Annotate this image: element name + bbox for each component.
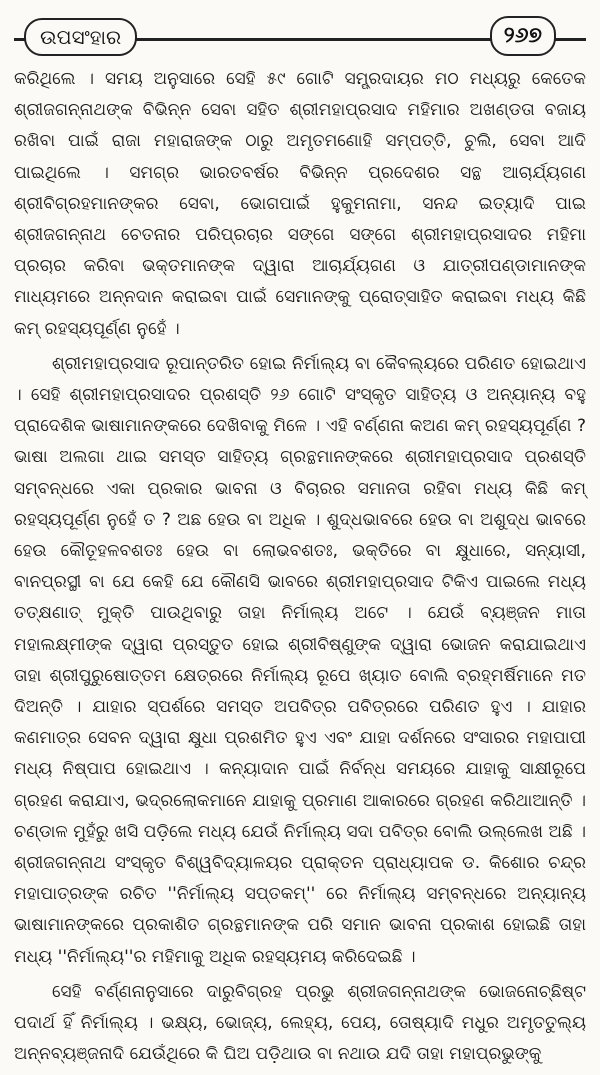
page-number: ୨୬୭ xyxy=(490,16,556,56)
page-header xyxy=(14,8,586,54)
paragraph-2: ଶ୍ରୀମହାପ୍ରସାଦ ରୂପାନ୍ତରିତ ହୋଇ ନିର୍ମାଲ୍ୟ ବା କୈବଲ୍ୟରେ ପରିଣତ ହୋଇଥାଏ । ସେହି ଶ୍ରୀମହାପ୍ରସାଦର ପ୍ରଶସ୍ତି ୨୬ ଗୋଟି ସଂସ୍କୃତ ସାହିତ୍ୟ ଓ ଅନ୍ୟାନ୍ୟ ବହୁ ପ୍ରାଦେଶିକ ଭାଷାମାନଙ୍କରେ ଦେଖିବାକୁ ମିଳେ । ଏହି ବର୍ଣ୍ଣନା କଅଣ କମ୍ ରହସ୍ୟପୂର୍ଣ୍ଣ ? ଭାଷା ଅଲଗା ଥାଇ ସମସ୍ତ ସାହିତ୍ୟ ଗ୍ରନ୍ଥମାନଙ୍କରେ ଶ୍ରୀମହାପ୍ରସାଦ ପ୍ରଶସ୍ତି ସମ୍ବନ୍ଧରେ ଏକା ପ୍ରକାର ଭାବନା ଓ ବିଚାରର ସମାନତା ରହିବା ମଧ୍ୟ କିଛି କମ୍ ରହସ୍ୟପୂର୍ଣ୍ଣ ନୁହେଁ ତ ? ଅଛ ହେଉ ବା ଅଧିକ । ଶୁଦ୍ଧଭାବରେ ହେଉ ବା ଅଶୁଦ୍ଧ ଭାବରେ ହେଉ କୌତୂହଳବଶତଃ ହେଉ ବା ଲୋଭବଶତଃ, ଭକ୍ତିରେ ବା କ୍ଷୁଧାରେ, ସନ୍ୟାସୀ, ବାନପ୍ରସ୍ଥୀ ବା ଯେ କେହି ଯେ କୌଣସି ଭାବରେ ଶ୍ରୀମହାପ୍ରସାଦ ଟିକିଏ ପାଇଲେ ମଧ୍ୟ ତତ୍‌କ୍ଷଣାତ୍ ମୁକ୍ତି ପାଉଥିବାରୁ ତାହା ନିର୍ମାଲ୍ୟ ଅଟେ । ଯେଉଁ ବ୍ୟଞ୍ଜନ ମାତା ମହାଲକ୍ଷ୍ମୀଙ୍କ ଦ୍ୱାରା ପ୍ରସ୍ତୁତ ହୋଇ ଶ୍ରୀବିଷ୍ଣୁଙ୍କ ଦ୍ୱାରା ଭୋଜନ କରାଯାଇଥାଏ ତାହା ଶ୍ରୀପୁରୁଷୋତ୍ତମ କ୍ଷେତ୍ରରେ ନିର୍ମାଲ୍ୟ ରୂପେ ଖ୍ୟାତ ବୋଲି ବ୍ରହ୍ମର୍ଷିମାନେ ମତ ଦିଅନ୍ତି । ଯାହାର ସ୍ପର୍ଶରେ ସମସ୍ତ ଅପବିତ୍ର ପବିତ୍ରରେ ପରିଣତ ହୁଏ । ଯାହାର କଣମାତ୍ର ସେବନ ଦ୍ୱାରା କ୍ଷୁଧା ପ୍ରଶମିତ ହୁଏ ଏବଂ ଯାହା ଦର୍ଶନରେ ସଂସାରର ମହାପାପୀ ମଧ୍ୟ ନିଷ୍ପାପ ହୋଇଥାଏ । କନ୍ୟାଦାନ ପାଇଁ ନିର୍ବନ୍ଧ ସମୟରେ ଯାହାକୁ ସାକ୍ଷୀରୂପେ ଗ୍ରହଣ କରାଯାଏ, ଭଦ୍ରଲୋକମାନେ ଯାହାକୁ ପ୍ରମାଣ ଆକାରରେ ଗ୍ରହଣ କରିଥାଆନ୍ତି । ଚଣ୍ଡାଳ ମୁହଁରୁ ଖସି ପଡ଼ିଲେ ମଧ୍ୟ ଯେଉଁ ନିର୍ମାଲ୍ୟ ସଦା ପବିତ୍ର ବୋଲି ଉଲ୍ଲେଖ ଅଛି । ଶ୍ରୀଜଗନ୍ନାଥ ସଂସ୍କୃତ ବିଶ୍ୱବିଦ୍ୟାଳୟର ପ୍ରାକ୍ତନ ପ୍ରାଧ୍ୟାପକ ଡ. କିଶୋର ଚନ୍ଦ୍ର ମହାପାତ୍ରଙ୍କ ରଚିତ ''ନିର୍ମାଲ୍ୟ ସପ୍ତକମ୍'' ରେ ନିର୍ମାଲ୍ୟ ସମ୍ବନ୍ଧରେ ଅନ୍ୟାନ୍ୟ ଭାଷାମାନଙ୍କରେ ପ୍ରକାଶିତ ଗ୍ରନ୍ଥମାନଙ୍କ ପରି ସମାନ ଭାବନା ପ୍ରକାଶ ହୋଇଛି ତାହା ମଧ୍ୟ ''ନିର୍ମାଲ୍ୟ''ର ମହିମାକୁ ଅଧିକ ରହସ୍ୟମୟ କରିଦେଇଛି । xyxy=(14,353,586,967)
paragraph-3: ସେହି ବର୍ଣ୍ଣନାନୁସାରେ ଦାରୁବିଗ୍ରହ ପ୍ରଭୁ ଶ୍ରୀଜଗନ୍ନାଥଙ୍କ ଭୋଜନୋଚ୍ଛିଷ୍ଟ ପଦାର୍ଥ ହିଁ ନିର୍ମାଲ୍ୟ । ଭକ୍ଷ୍ୟ, ଭୋଜ୍ୟ, ଲେହ୍ୟ, ପେୟ, ତୋଷ୍ୟାଦି ମଧୁର ଅମୃତତୁଲ୍ୟ ଅନ୍ନବ୍ୟଞ୍ଜନାଦି ଯେଉଁଥିରେ କି ଘିଅ ପଡ଼ିଥାଉ ବା ନଥାଉ ଯଦି ତାହା ମହାପ୍ରଭୁଙ୍କୁ xyxy=(14,981,586,1065)
chapter-title: ଉପସଂହାର xyxy=(24,18,137,56)
body-text xyxy=(14,64,586,1075)
paragraph-1: କରିଥିଲେ । ସମୟ ଅନୁସାରେ ସେହି ୫୯ ଗୋଟି ସମ୍ପ୍ରଦାୟର ମଠ ମଧ୍ୟରୁ କେତେକ ଶ୍ରୀଜଗନ୍ନାଥଙ୍କ ବିଭିନ୍ନ ସେବା ସହିତ ଶ୍ରୀମହାପ୍ରସାଦ ମହିମାର ଅଖଣ୍ଡତା ବଜାୟ ରଖିବା ପାଇଁ ରାଜା ମହାରାଜଙ୍କ ଠାରୁ ଅମୃତମଣୋହି ସମ୍ପତ୍ତି, ଚୁଲି, ସେବା ଆଦି ପାଇଥିଲେ । ସମଗ୍ର ଭାରତବର୍ଷର ବିଭିନ୍ନ ପ୍ରଦେଶର ସନ୍ଥ ଆଚାର୍ଯ୍ୟଗଣ ଶ୍ରୀବିଗ୍ରହମାନଙ୍କର ସେବା, ଭୋଗପାଇଁ ହୁକୁମନାମା, ସନନ୍ଦ ଇତ୍ୟାଦି ପାଇ ଶ୍ରୀଜଗନ୍ନାଥ ଚେତନାର ପରିପ୍ରଚାର ସଙ୍ଗେ ସଙ୍ଗେ ଶ୍ରୀମହାପ୍ରସାଦର ମହିମା ପ୍ରଚାର କରିବା ଭକ୍ତମାନଙ୍କ ଦ୍ୱାରା ଆଚାର୍ଯ୍ୟଗଣ ଓ ଯାତ୍ରୀପଣ୍ଡାମାନଙ୍କ ମାଧ୍ୟମରେ ଅନ୍ନଦାନ କରାଇବା ପାଇଁ ସେମାନଙ୍କୁ ପ୍ରୋତ୍ସାହିତ କରାଇବା ମଧ୍ୟ କିଛି କମ୍ ରହସ୍ୟପୂର୍ଣ୍ଣ ନୁହେଁ । xyxy=(14,69,586,339)
